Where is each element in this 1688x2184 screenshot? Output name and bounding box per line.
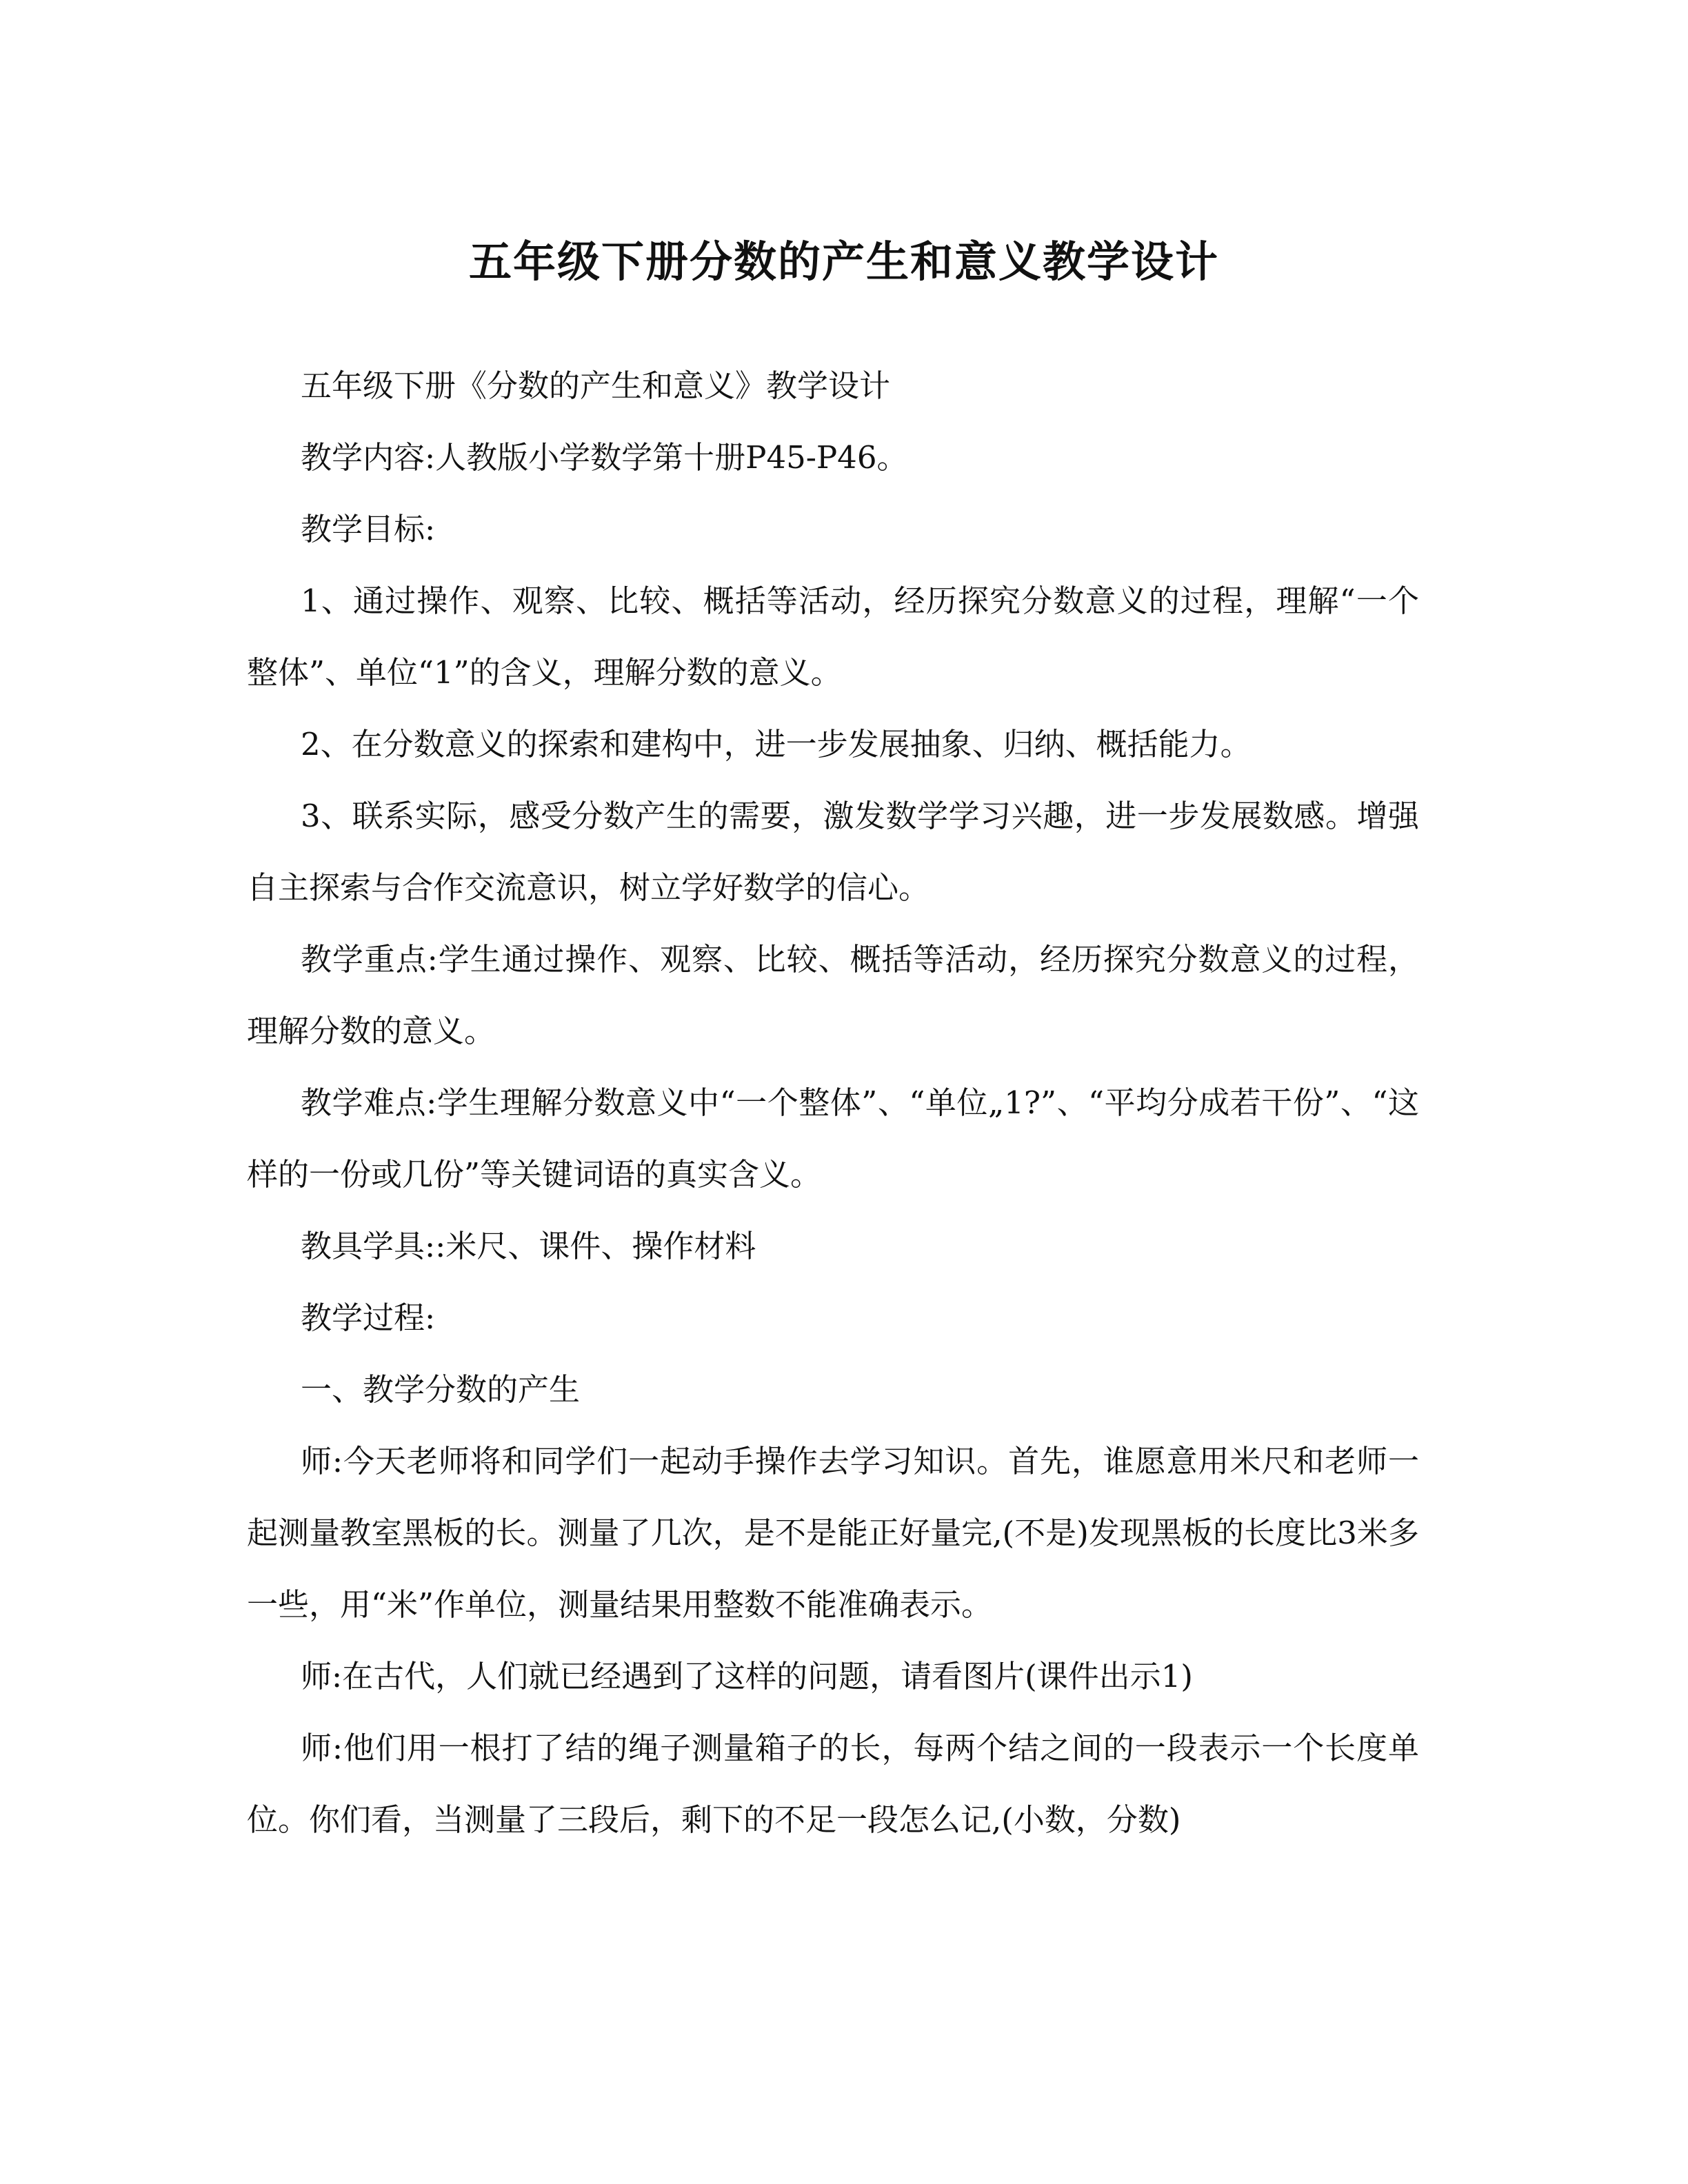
paragraph-goal-3: 3、联系实际，感受分数产生的需要，激发数学学习兴趣，进一步发展数感。增强自主探索与合作交流意识，树立学好数学的信心。 [247,798,1419,906]
paragraph-materials: 教具学具::米尺、课件、操作材料 [301,1228,756,1264]
paragraph-key-points: 教学重点:学生通过操作、观察、比较、概括等活动，经历探究分数意义的过程，理解分数的意义。 [247,941,1419,1049]
paragraph-section-1-heading: 一、教学分数的产生 [301,1371,581,1408]
paragraph-goal-1: 1、通过操作、观察、比较、概括等活动，经历探究分数意义的过程，理解“一个整体”、单位“1”的含义，理解分数的意义。 [247,583,1419,691]
page-title: 五年级下册分数的产生和意义教学设计 [468,236,1219,287]
paragraph-teacher-3: 师:他们用一根打了结的绳子测量箱子的长，每两个结之间的一段表示一个长度单位。你们看，当测量了三段后，剩下的不足一段怎么记,(小数，分数) [247,1730,1419,1838]
document-body [247,350,1419,1856]
paragraph-subtitle: 五年级下册《分数的产生和意义》教学设计 [301,367,891,404]
paragraph-goals-heading: 教学目标: [301,511,436,547]
paragraph-teacher-2: 师:在古代，人们就已经遇到了这样的问题，请看图片(课件出示1) [301,1658,1193,1695]
paragraph-difficulties: 教学难点:学生理解分数意义中“一个整体”、“单位„1?”、“平均分成若干份”、“这样的一份或几份”等关键词语的真实含义。 [247,1084,1419,1193]
paragraph-goal-2: 2、在分数意义的探索和建构中，进一步发展抽象、归纳、概括能力。 [301,726,1252,762]
paragraph-content: 教学内容:人教版小学数学第十册P45-P46。 [301,439,908,476]
paragraph-process-heading: 教学过程: [301,1300,436,1336]
paragraph-teacher-1: 师:今天老师将和同学们一起动手操作去学习知识。首先，谁愿意用米尺和老师一起测量教室黑板的长。测量了几次，是不是能正好量完,(不是)发现黑板的长度比3米多一些，用“米”作单位，测量结果用整数不能准确表示。 [247,1443,1419,1623]
